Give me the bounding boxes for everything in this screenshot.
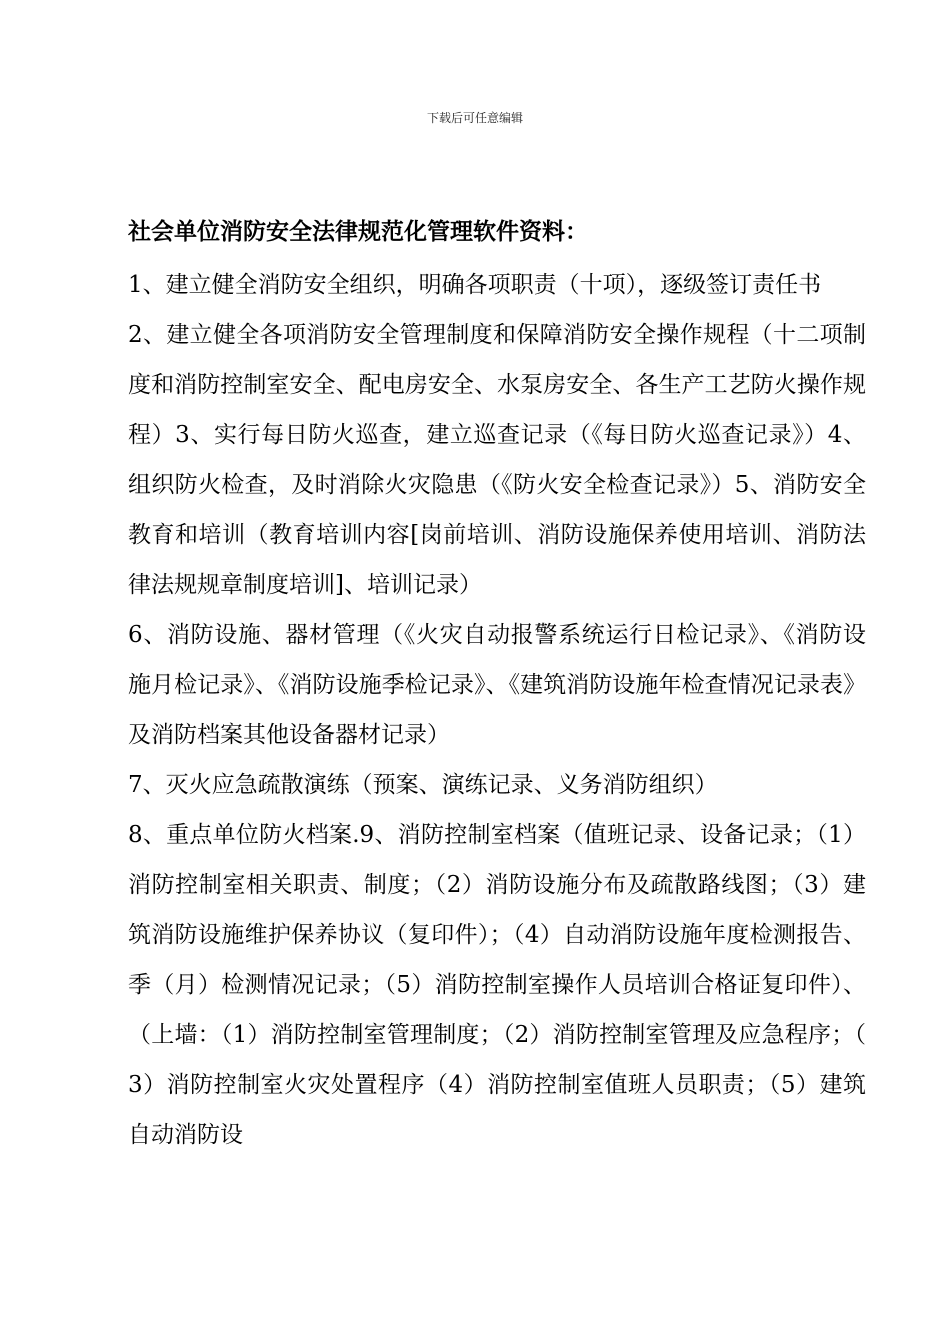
page-header: 下载后可任意编辑 <box>426 111 523 125</box>
paragraph-3: 6、消防设施、器材管理（《火灾自动报警系统运行日检记录》、《消防设施月检记录》、《消防设施季检记录》、《建筑消防设施年检查情况记录表》及消防档案其他设备器材记录） <box>128 622 866 748</box>
document-body <box>128 260 866 1160</box>
paragraph-2: 2、建立健全各项消防安全管理制度和保障消防安全操作规程（十二项制度和消防控制室安全、配电房安全、水泵房安全、各生产工艺防火操作规程）3、实行每日防火巡查，建立巡查记录（《每日防火巡查记录》）4、组织防火检查，及时消除火灾隐患（《防火安全检查记录》）5、消防安全教育和培训（教育培训内容[岗前培训、消防设施保养使用培训、消防法律法规规章制度培训]、培训记录） <box>128 322 866 598</box>
paragraph-4: 7、灭火应急疏散演练（预案、演练记录、义务消防组织） <box>128 772 718 798</box>
paragraph-5: 8、重点单位防火档案.9、消防控制室档案（值班记录、设备记录；（1）消防控制室相关职责、制度；（2）消防设施分布及疏散路线图；（3）建筑消防设施维护保养协议（复印件）；（4）自动消防设施年度检测报告、季（月）检测情况记录；（5）消防控制室操作人员培训合格证复印件）、（上墙：（1）消防控制室管理制度；（2）消防控制室管理及应急程序；（3）消防控制室火灾处置程序（4）消防控制室值班人员职责；（5）建筑自动消防设 <box>128 822 866 1148</box>
document-title: 社会单位消防安全法律规范化管理软件资料： <box>128 218 588 245</box>
paragraph-1: 1、建立健全消防安全组织，明确各项职责（十项），逐级签订责任书 <box>128 272 822 298</box>
